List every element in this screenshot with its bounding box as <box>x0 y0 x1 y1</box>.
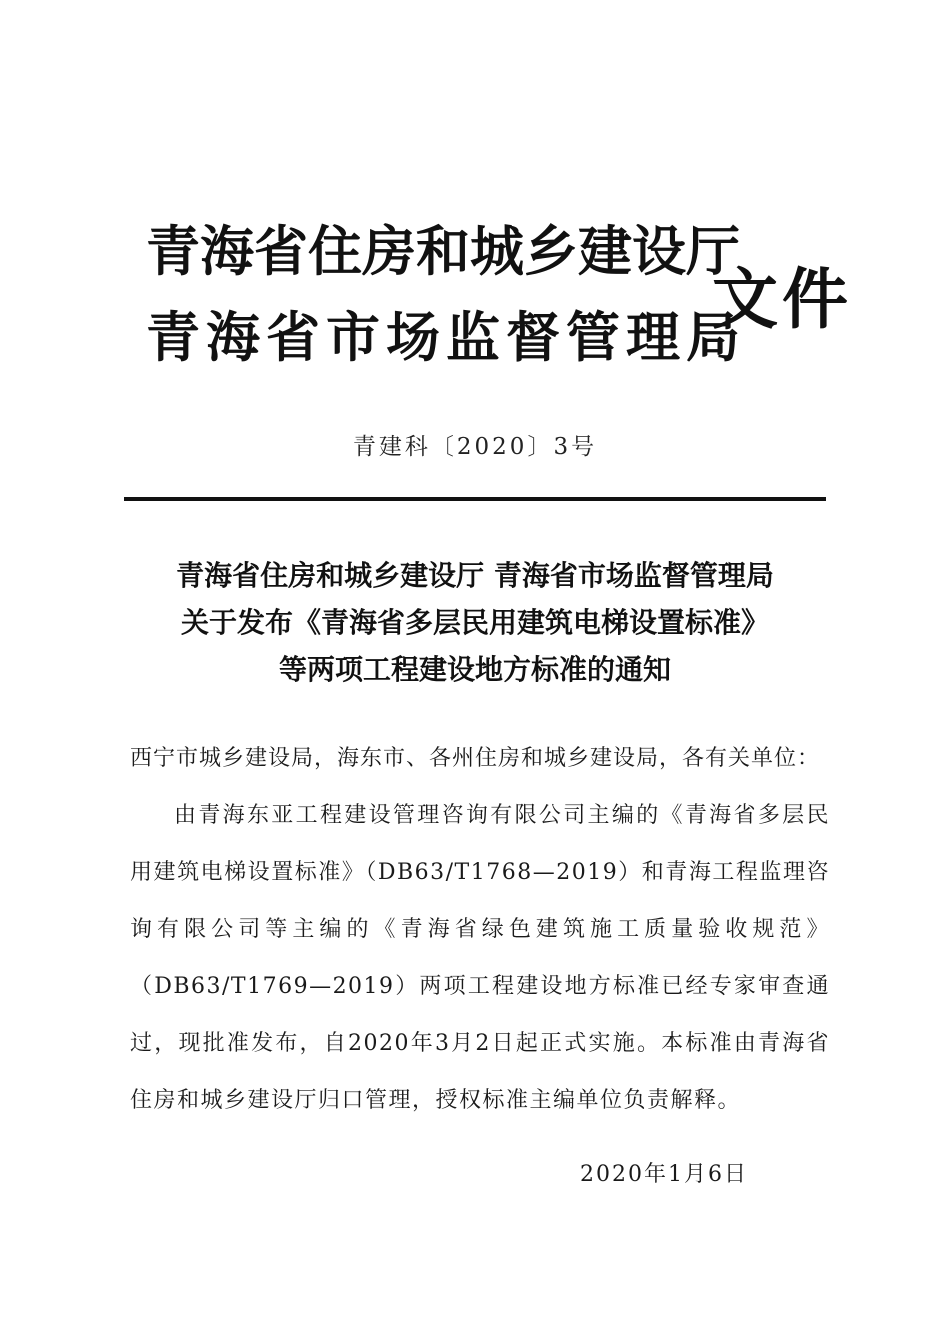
issue-date: 2020年1月6日 <box>580 1162 748 1187</box>
salutation: 西宁市城乡建设局，海东市、各州住房和城乡建设局，各有关单位： <box>130 746 821 771</box>
document-header <box>146 212 852 382</box>
issuing-agency-housing: 青海省住房和城乡建设厅 <box>146 220 740 283</box>
header-divider <box>124 497 826 501</box>
body-paragraph: 由青海东亚工程建设管理咨询有限公司主编的《青海省多层民用建筑电梯设置标准》（DB63/T1768—2019）和青海工程监理咨询有限公司等主编的《青海省绿色建筑施工质量验收规范》（DB63/T1769—2019）两项工程建设地方标准已经专家审查通过，现批准发布，自2020年3月2日起正式实施。本标准由青海省住房和城乡建设厅归口管理，授权标准主编单位负责解释。 <box>130 803 830 1113</box>
notice-title-line-3: 等两项工程建设地方标准的通知 <box>278 653 671 686</box>
notice-title-line-2: 关于发布《青海省多层民用建筑电梯设置标准》 <box>180 606 769 639</box>
document-word: 文件 <box>712 261 852 338</box>
notice-title <box>0 552 950 693</box>
issuing-agency-market-supervision: 青海省市场监督管理局 <box>146 306 746 369</box>
notice-title-line-1: 青海省住房和城乡建设厅 青海省市场监督管理局 <box>176 559 774 592</box>
notice-body <box>130 730 830 1129</box>
document-number: 青建科〔2020〕3号 <box>352 434 598 460</box>
